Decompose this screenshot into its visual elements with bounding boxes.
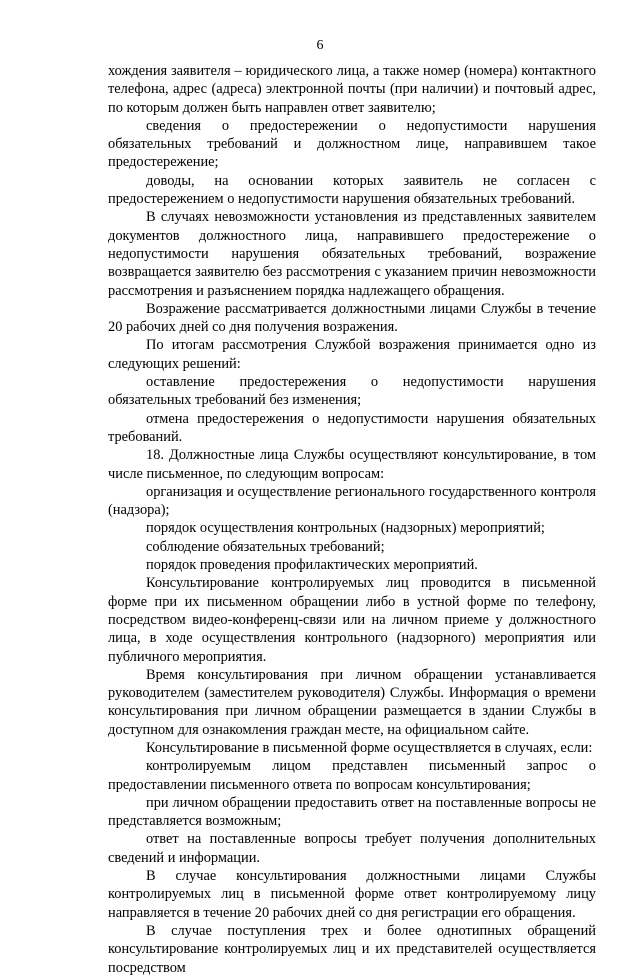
- paragraph: контролируемым лицом представлен письменный запрос о предоставлении письменного ответа по вопросам консультирования;: [108, 758, 596, 793]
- paragraph: доводы, на основании которых заявитель не согласен с предостережением о недопустимости нарушения обязательных требований.: [108, 172, 596, 208]
- paragraph: Возражение рассматривается должностными лицами Службы в течение 20 рабочих дней со дня получения возражения.: [108, 300, 596, 336]
- paragraph: сведения о предостережении о недопустимости нарушения обязательных требований и должностном лице, направившем такое предостережение;: [108, 117, 596, 171]
- paragraph: организация и осуществление регионального государственного контроля (надзора);: [108, 483, 596, 519]
- page-number: 6: [316, 38, 324, 53]
- paragraph: Консультирование контролируемых лиц проводится в письменной форме при их письменном обращении либо в устной форме по телефону, посредством видео-конференц-связи или на личном приеме у должностного лица, в ходе осуществления контрольного (надзорного) мероприятия или публичного мероприятия.: [108, 575, 596, 665]
- paragraph: ответ на поставленные вопросы требует получения дополнительных сведений и информации.: [108, 831, 596, 866]
- paragraph: оставление предостережения о недопустимости нарушения обязательных требований без изменения;: [108, 374, 596, 409]
- paragraph: отмена предостережения о недопустимости нарушения обязательных требований.: [108, 410, 596, 445]
- paragraph: Время консультирования при личном обращении устанавливается руководителем (заместителем руководителя) Службы. Информация о времени консультирования при личном обращении размещается в здании Службы в доступном для ознакомления граждан месте, на официальном сайте.: [108, 666, 596, 738]
- paragraph: В случае поступления трех и более однотипных обращений консультирование контролируемых лиц и их представителей осуществляется посредством: [108, 922, 596, 976]
- document-body: [108, 62, 596, 977]
- paragraph: соблюдение обязательных требований;: [146, 538, 385, 555]
- paragraph: 18. Должностные лица Службы осуществляют консультирование, в том числе письменное, по следующим вопросам:: [108, 447, 596, 482]
- paragraph: По итогам рассмотрения Службой возражения принимается одно из следующих решений:: [108, 337, 596, 372]
- paragraph: В случае консультирования должностными лицами Службы контролируемых лиц в письменной форме ответ контролируемому лицу направляется в течение 20 рабочих дней со дня регистрации его обращения.: [108, 868, 596, 921]
- paragraph: при личном обращении предоставить ответ на поставленные вопросы не представляется возможным;: [108, 794, 596, 830]
- paragraph: В случаях невозможности установления из представленных заявителем документов должностного лица, направившего предостережение о недопустимости нарушения обязательных требований, возражение возвращается заявителю без рассмотрения с указанием причин невозможности рассмотрения и разъяснением порядка надлежащего обращения.: [108, 209, 596, 299]
- paragraph: Консультирование в письменной форме осуществляется в случаях, если:: [146, 739, 593, 756]
- paragraph: порядок проведения профилактических мероприятий.: [146, 557, 478, 574]
- paragraph: порядок осуществления контрольных (надзорных) мероприятий;: [146, 520, 545, 537]
- paragraph: хождения заявителя – юридического лица, а также номер (номера) контактного телефона, адрес (адреса) электронной почты (при наличии) и почтовый адрес, по которым должен быть направлен ответ заявителю;: [108, 63, 596, 116]
